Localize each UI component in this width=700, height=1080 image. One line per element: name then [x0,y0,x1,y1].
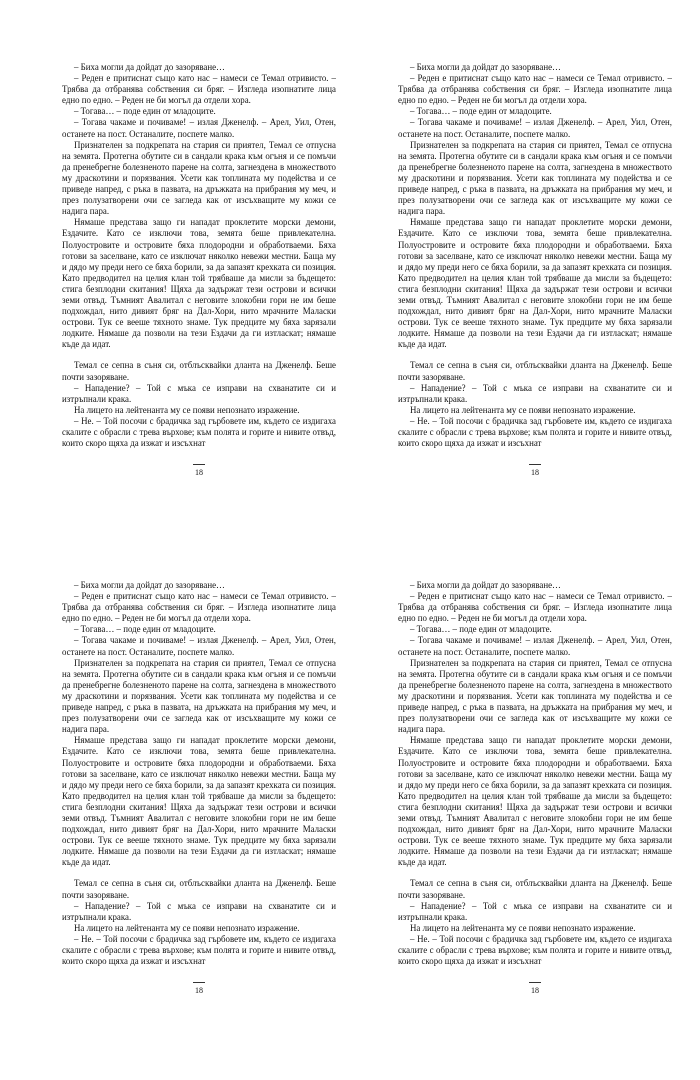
page-number: 18 [195,986,203,995]
paragraph: Нямаше представа защо ги нападат проклетите морски демони, Ездачите. Като се изключи това, земята беше привлекателна. Полуостровите и островите бяха плодородни и обработваеми. Бяха готови за заселване, като се изключат няколко невежи местни. Баща му и дядо му преди него се бяха борили, за да запазят крехката си позиция. Като предводител на целия клан той трябваше да мисли за бъдещето: стига безплодни скитания! Щяха да задържат тези острови и всички земи отвъд. Тъмният Авалитал с неговите злокобни гори не им беше подхождал, нито дивият бряг на Дал-Хори, нито мрачните Маласки острови. Тук се вееше тяхното знаме. Тук предците му бяха зарязали лодките. Нямаше да позволи на тези Ездачи да ги изтласкат; нямаше къде да идат. [62,217,336,350]
section-break [398,350,672,360]
paragraph: Признателен за подкрепата на стария си приятел, Темал се отпусна на земята. Протегна обутите си в сандали крака към огъня и се помъчи да пренебрегне болезненото парене на солта, загнездена в множеството му драскотини и порязвания. Усети как топлината му подейства и се приведе напред, с ръка в пазвата, на дръжката на прибрания му меч, и през полузатворени очи се загледа как от изсъхващите му кожи се надига пара. [398,139,672,217]
paragraph: Темал се сепна в съня си, отблъсквайки дланта на Дженелф. Беше почти зазоряване. [398,360,672,382]
page-number: 18 [531,986,539,995]
paragraph: Темал се сепна в съня си, отблъсквайки дланта на Дженелф. Беше почти зазоряване. [62,360,336,382]
paragraph: Признателен за подкрепата на стария си приятел, Темал се отпусна на земята. Протегна обутите си в сандали крака към огъня и се помъчи да пренебрегне болезненото парене на солта, загнездена в множеството му драскотини и порязвания. Усети как топлината му подейства и се приведе напред, с ръка в пазвата, на дръжката на прибрания му меч, и през полузатворени очи се загледа как от изсъхващите му кожи се надига пара. [62,139,336,217]
paragraph: – Не. – Той посочи с брадичка зад гърбовете им, където се издигаха скалите с обрасли с трева върхове; към полята и горите и нивите отвъд, които скоро щяха да изжат и изсъхнат [398,933,672,967]
paragraph: – Тогава… – поде един от младоците. [74,106,216,117]
folio-rule [193,982,205,983]
paragraph: – Нападение? – Той с мъка се изправи на схванатите си и изтръпнали крака. [398,382,672,404]
paragraph: Темал се сепна в съня си, отблъсквайки дланта на Дженелф. Беше почти зазоряване. [398,878,672,900]
paragraph: – Биха могли да дойдат до зазоряване… [410,62,561,72]
paragraph: – Тогава… – поде един от младоците. [74,624,216,635]
paragraph: – Нападение? – Той с мъка се изправи на схванатите си и изтръпнали крака. [62,900,336,922]
paragraph: – Биха могли да дойдат до зазоряване… [74,580,225,590]
folio-rule [193,464,205,465]
page-footer [62,982,336,996]
paragraph: На лицето на лейтенанта му се появи непознато изражение. [410,404,636,415]
paragraph: – Реден е притиснат също като нас – намеси се Темал отривисто. – Трябва да отбранява собствения си бряг. – Изгледа изопнатите лица едно по едно. – Реден не би могъл да отдели хора. [398,591,672,624]
page-number: 18 [195,468,203,477]
section-break [62,868,336,878]
paragraph: – Нападение? – Той с мъка се изправи на схванатите си и изтръпнали крака. [398,900,672,922]
paragraph: – Тогава чакаме и почиваме! – излая Дженелф. – Арел, Уил, Отен, останете на пост. Останалите, поспете малко. [398,635,672,657]
section-break [62,350,336,360]
paragraph: – Реден е притиснат също като нас – намеси се Темал отривисто. – Трябва да отбранява собствения си бряг. – Изгледа изопнатите лица едно по едно. – Реден не би могъл да отдели хора. [398,73,672,106]
paragraph: – Биха могли да дойдат до зазоряване… [74,62,225,72]
book-page-top-left [62,62,336,562]
section-break [398,868,672,878]
paragraph: – Биха могли да дойдат до зазоряване… [410,580,561,590]
folio-rule [529,982,541,983]
paragraph: – Тогава чакаме и почиваме! – излая Дженелф. – Арел, Уил, Отен, останете на пост. Останалите, поспете малко. [62,635,336,657]
page-number: 18 [531,468,539,477]
page-footer [398,982,672,996]
paragraph: – Реден е притиснат също като нас – намеси се Темал отривисто. – Трябва да отбранява собствения си бряг. – Изгледа изопнатите лица едно по едно. – Реден не би могъл да отдели хора. [62,591,336,624]
paragraph: Нямаше представа защо ги нападат проклетите морски демони, Ездачите. Като се изключи това, земята беше привлекателна. Полуостровите и островите бяха плодородни и обработваеми. Бяха готови за заселване, като се изключат няколко невежи местни. Баща му и дядо му преди него се бяха борили, за да запазят крехката си позиция. Като предводител на целия клан той трябваше да мисли за бъдещето: стига безплодни скитания! Щяха да задържат тези острови и всички земи отвъд. Тъмният Авалитал с неговите злокобни гори не им беше подхождал, нито дивият бряг на Дал-Хори, нито мрачните Маласки острови. Тук се вееше тяхното знаме. Тук предците му бяха зарязали лодките. Нямаше да позволи на тези Ездачи да ги изтласкат; нямаше къде да идат. [398,735,672,868]
paragraph: – Не. – Той посочи с брадичка зад гърбовете им, където се издигаха скалите с обрасли с трева върхове; към полята и горите и нивите отвъд, които скоро щяха да изжат и изсъхнат [62,415,336,449]
paragraph: – Тогава чакаме и почиваме! – излая Дженелф. – Арел, Уил, Отен, останете на пост. Останалите, поспете малко. [398,117,672,139]
folio-rule [529,464,541,465]
paragraph: Нямаше представа защо ги нападат проклетите морски демони, Ездачите. Като се изключи това, земята беше привлекателна. Полуостровите и островите бяха плодородни и обработваеми. Бяха готови за заселване, като се изключат няколко невежи местни. Баща му и дядо му преди него се бяха борили, за да запазят крехката си позиция. Като предводител на целия клан той трябваше да мисли за бъдещето: стига безплодни скитания! Щяха да задържат тези острови и всички земи отвъд. Тъмният Авалитал с неговите злокобни гори не им беше подхождал, нито дивият бряг на Дал-Хори, нито мрачните Маласки острови. Тук се вееше тяхното знаме. Тук предците му бяха зарязали лодките. Нямаше да позволи на тези Ездачи да ги изтласкат; нямаше къде да идат. [62,735,336,868]
paragraph: – Не. – Той посочи с брадичка зад гърбовете им, където се издигаха скалите с обрасли с трева върхове; към полята и горите и нивите отвъд, които скоро щяха да изжат и изсъхнат [398,415,672,449]
paragraph: На лицето на лейтенанта му се появи непознато изражение. [410,922,636,933]
paragraph: – Не. – Той посочи с брадичка зад гърбовете им, където се издигаха скалите с обрасли с трева върхове; към полята и горите и нивите отвъд, които скоро щяха да изжат и изсъхнат [62,933,336,967]
book-page-top-right [398,62,672,562]
paragraph: – Нападение? – Той с мъка се изправи на схванатите си и изтръпнали крака. [62,382,336,404]
paragraph: Темал се сепна в съня си, отблъсквайки дланта на Дженелф. Беше почти зазоряване. [62,878,336,900]
paragraph: Признателен за подкрепата на стария си приятел, Темал се отпусна на земята. Протегна обутите си в сандали крака към огъня и се помъчи да пренебрегне болезненото парене на солта, загнездена в множеството му драскотини и порязвания. Усети как топлината му подейства и се приведе напред, с ръка в пазвата, на дръжката на прибрания му меч, и през полузатворени очи се загледа как от изсъхващите му кожи се надига пара. [398,657,672,735]
paragraph: На лицето на лейтенанта му се появи непознато изражение. [74,922,300,933]
paragraph: – Тогава… – поде един от младоците. [410,106,552,117]
paragraph: Нямаше представа защо ги нападат проклетите морски демони, Ездачите. Като се изключи това, земята беше привлекателна. Полуостровите и островите бяха плодородни и обработваеми. Бяха готови за заселване, като се изключат няколко невежи местни. Баща му и дядо му преди него се бяха борили, за да запазят крехката си позиция. Като предводител на целия клан той трябваше да мисли за бъдещето: стига безплодни скитания! Щяха да задържат тези острови и всички земи отвъд. Тъмният Авалитал с неговите злокобни гори не им беше подхождал, нито дивият бряг на Дал-Хори, нито мрачните Маласки острови. Тук се вееше тяхното знаме. Тук предците му бяха зарязали лодките. Нямаше да позволи на тези Ездачи да ги изтласкат; нямаше къде да идат. [398,217,672,350]
paragraph: Признателен за подкрепата на стария си приятел, Темал се отпусна на земята. Протегна обутите си в сандали крака към огъня и се помъчи да пренебрегне болезненото парене на солта, загнездена в множеството му драскотини и порязвания. Усети как топлината му подейства и се приведе напред, с ръка в пазвата, на дръжката на прибрания му меч, и през полузатворени очи се загледа как от изсъхващите му кожи се надига пара. [62,657,336,735]
book-page-bottom-right [398,580,672,1080]
book-page-bottom-left [62,580,336,1080]
paragraph: – Тогава чакаме и почиваме! – излая Дженелф. – Арел, Уил, Отен, останете на пост. Останалите, поспете малко. [62,117,336,139]
paragraph: – Тогава… – поде един от младоците. [410,624,552,635]
page-footer [62,464,336,478]
paragraph: – Реден е притиснат също като нас – намеси се Темал отривисто. – Трябва да отбранява собствения си бряг. – Изгледа изопнатите лица едно по едно. – Реден не би могъл да отдели хора. [62,73,336,106]
paragraph: На лицето на лейтенанта му се появи непознато изражение. [74,404,300,415]
page-footer [398,464,672,478]
